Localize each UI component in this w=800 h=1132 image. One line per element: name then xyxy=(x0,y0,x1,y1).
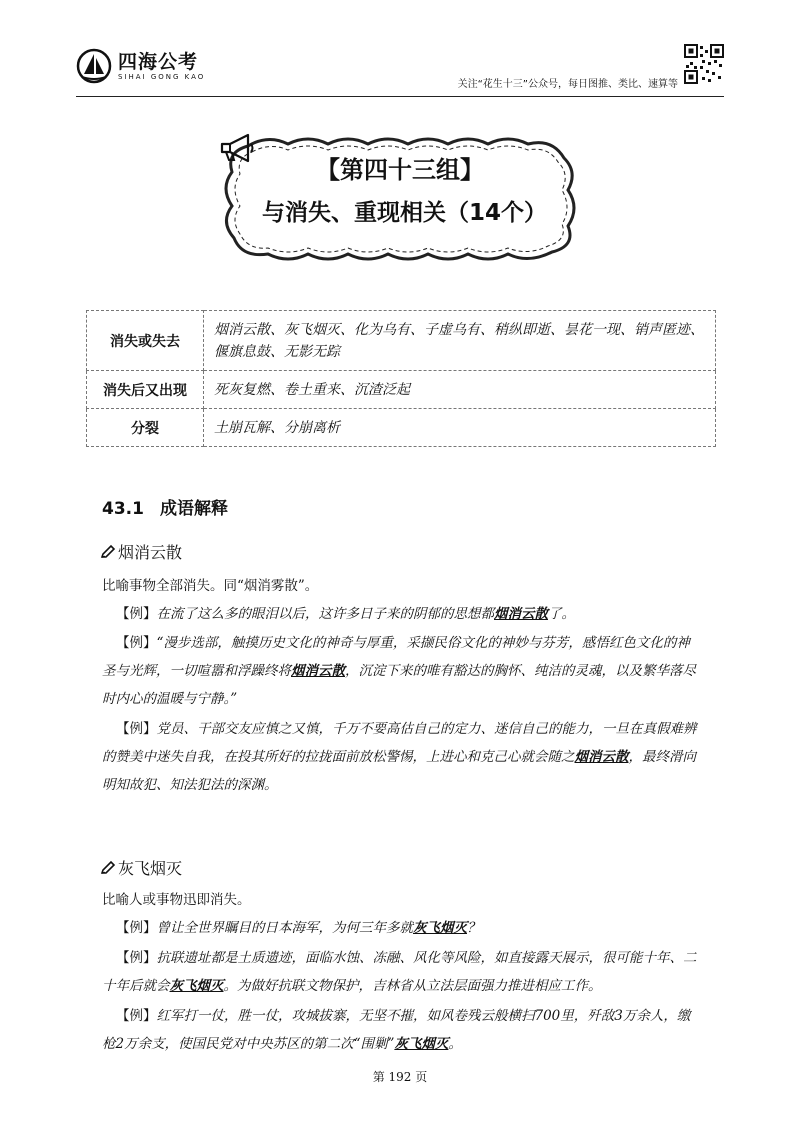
logo xyxy=(76,48,205,84)
group-number: 【第四十三组】 xyxy=(316,156,484,184)
pencil-icon xyxy=(100,544,116,560)
entry-definition: 比喻事物全部消失。同“烟消雾散”。 xyxy=(102,578,319,594)
logo-name: 四海公考 xyxy=(118,50,199,73)
highlight-idiom: 灰飞烟灭 xyxy=(394,1036,449,1052)
group-title: 与消失、重现相关（14个） xyxy=(262,200,548,226)
category-cell: 分裂 xyxy=(87,409,204,447)
example-label: 【例】 xyxy=(116,950,157,966)
example-text: ，沉淀下来的唯有豁达的胸怀、纯洁的灵魂，以及繁华落尽时内心的温暖与宁静。” xyxy=(102,663,696,707)
entry-title-text: 烟消云散 xyxy=(118,543,183,562)
entry-title xyxy=(100,856,182,879)
example-label: 【例】 xyxy=(116,635,157,651)
example-text: ，最终滑向明知故犯、知法犯法的深渊。 xyxy=(102,749,696,793)
example-text: 。为做好抗联文物保护，吉林省从立法层面强力推进相应工作。 xyxy=(223,978,602,994)
example-paragraph xyxy=(102,1002,702,1058)
category-cell: 消失后又出现 xyxy=(87,371,204,409)
pencil-icon xyxy=(100,860,116,876)
highlight-idiom: 灰飞烟灭 xyxy=(413,920,467,936)
highlight-idiom: 烟消云散 xyxy=(494,606,548,622)
example-paragraph xyxy=(102,629,702,713)
qr-code-icon xyxy=(684,44,724,84)
page-header xyxy=(76,44,724,97)
example-text: 在流了这么多的眼泪以后，这许多日子来的阴郁的思想都 xyxy=(156,606,494,622)
example-text: 党员、干部交友应慎之又慎，千万不要高估自己的定力、迷信自己的能力，一旦在真假难辨的赞美中迷失自我，在投其所好的拉拢面前放松警惕，上进心和克己心就会随之 xyxy=(102,721,697,765)
example-paragraph xyxy=(102,715,702,799)
example-text: 曾让全世界瞩目的日本海军，为何三年多就 xyxy=(156,920,413,936)
example-text: 抗联遗址都是土质遗迹，面临水蚀、冻融、风化等风险，如直接露天展示，很可能十年、二十年后就会 xyxy=(102,950,697,994)
logo-pinyin: SIHAI GONG KAO xyxy=(118,72,206,81)
megaphone-icon xyxy=(218,132,256,164)
example-label: 【例】 xyxy=(116,721,157,737)
example-paragraph xyxy=(102,914,702,942)
example-label: 【例】 xyxy=(116,1008,157,1024)
header-note: 关注“花生十三”公众号，每日图推、类比、速算等 xyxy=(457,79,678,90)
page-number: 第 192 页 xyxy=(372,1070,428,1084)
category-cell: 消失或失去 xyxy=(87,311,204,371)
example-paragraph xyxy=(102,600,702,628)
entry-title-text: 灰飞烟灭 xyxy=(118,859,183,878)
example-text: 红军打一仗，胜一仗，攻城拔寨，无坚不摧，如风卷残云般横扫700里，歼敌3万余人，缴枪2万余支，使国民党对中央苏区的第二次“围剿” xyxy=(102,1008,691,1052)
example-paragraph xyxy=(102,944,702,1000)
idioms-cell: 死灰复燃、卷土重来、沉渣泛起 xyxy=(204,371,716,409)
entry-title xyxy=(100,540,182,563)
section-number: 43.1 xyxy=(102,499,144,519)
summary-table xyxy=(86,310,716,447)
section-heading xyxy=(102,494,228,519)
example-text: 了。 xyxy=(548,606,575,622)
sailboat-logo-icon xyxy=(76,48,112,84)
example-text: ？ xyxy=(467,920,481,936)
table-row xyxy=(87,409,716,447)
example-text: 。 xyxy=(448,1036,462,1052)
idioms-cell: 土崩瓦解、分崩离析 xyxy=(204,409,716,447)
table-row xyxy=(87,371,716,409)
highlight-idiom: 灰飞烟灭 xyxy=(169,978,224,994)
section-title: 成语解释 xyxy=(159,499,228,519)
idioms-cell: 烟消云散、灰飞烟灭、化为乌有、子虚乌有、稍纵即逝、昙花一现、销声匿迹、偃旗息鼓、无影无踪 xyxy=(204,311,716,371)
highlight-idiom: 烟消云散 xyxy=(574,749,629,765)
example-text: “漫步选部，触摸历史文化的神奇与厚重，采撷民俗文化的神妙与芬芳，感悟红色文化的神圣与光辉，一切喧嚣和浮躁终将 xyxy=(102,635,690,679)
entry-definition: 比喻人或事物迅即消失。 xyxy=(102,892,251,908)
table-row xyxy=(87,311,716,371)
group-banner xyxy=(218,132,582,266)
example-label: 【例】 xyxy=(116,606,157,622)
highlight-idiom: 烟消云散 xyxy=(291,663,345,679)
example-label: 【例】 xyxy=(116,920,157,936)
